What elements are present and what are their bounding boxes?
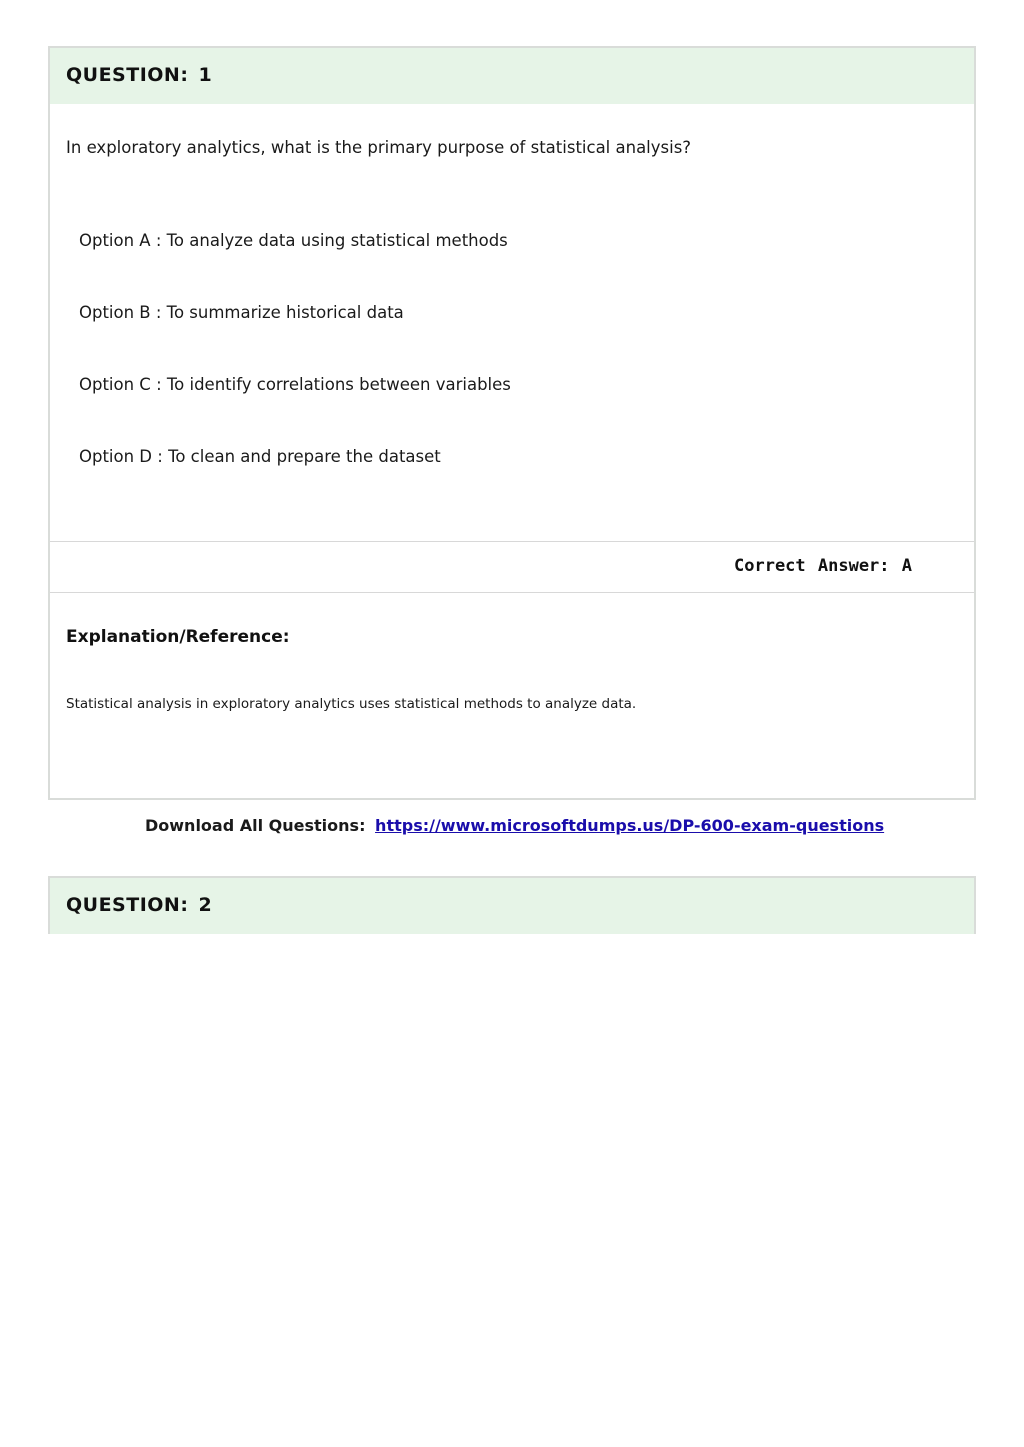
download-label: Download All Questions: [145,816,366,835]
explanation-text: Statistical analysis in exploratory analytics uses statistical methods to analyze data. [66,696,637,712]
question-title: QUESTION: 2 [66,894,213,916]
explanation-heading: Explanation/Reference: [66,627,290,647]
question-header [50,48,974,104]
answer-divider-bottom [50,592,974,593]
answer-divider-top [50,541,974,542]
question-header [50,878,974,934]
option-c: Option C : To identify correlations between variables [79,375,511,394]
question-card [48,46,976,800]
question-title: QUESTION: 1 [66,64,213,86]
question-text: In exploratory analytics, what is the primary purpose of statistical analysis? [66,138,692,157]
option-a: Option A : To analyze data using statistical methods [79,231,508,250]
question-card [48,876,976,934]
correct-answer: Correct Answer: A [734,556,912,576]
download-line [145,816,884,835]
option-b: Option B : To summarize historical data [79,303,404,322]
download-link[interactable]: https://www.microsoftdumps.us/DP-600-exam-questions [375,816,885,835]
option-d: Option D : To clean and prepare the dataset [79,447,441,466]
